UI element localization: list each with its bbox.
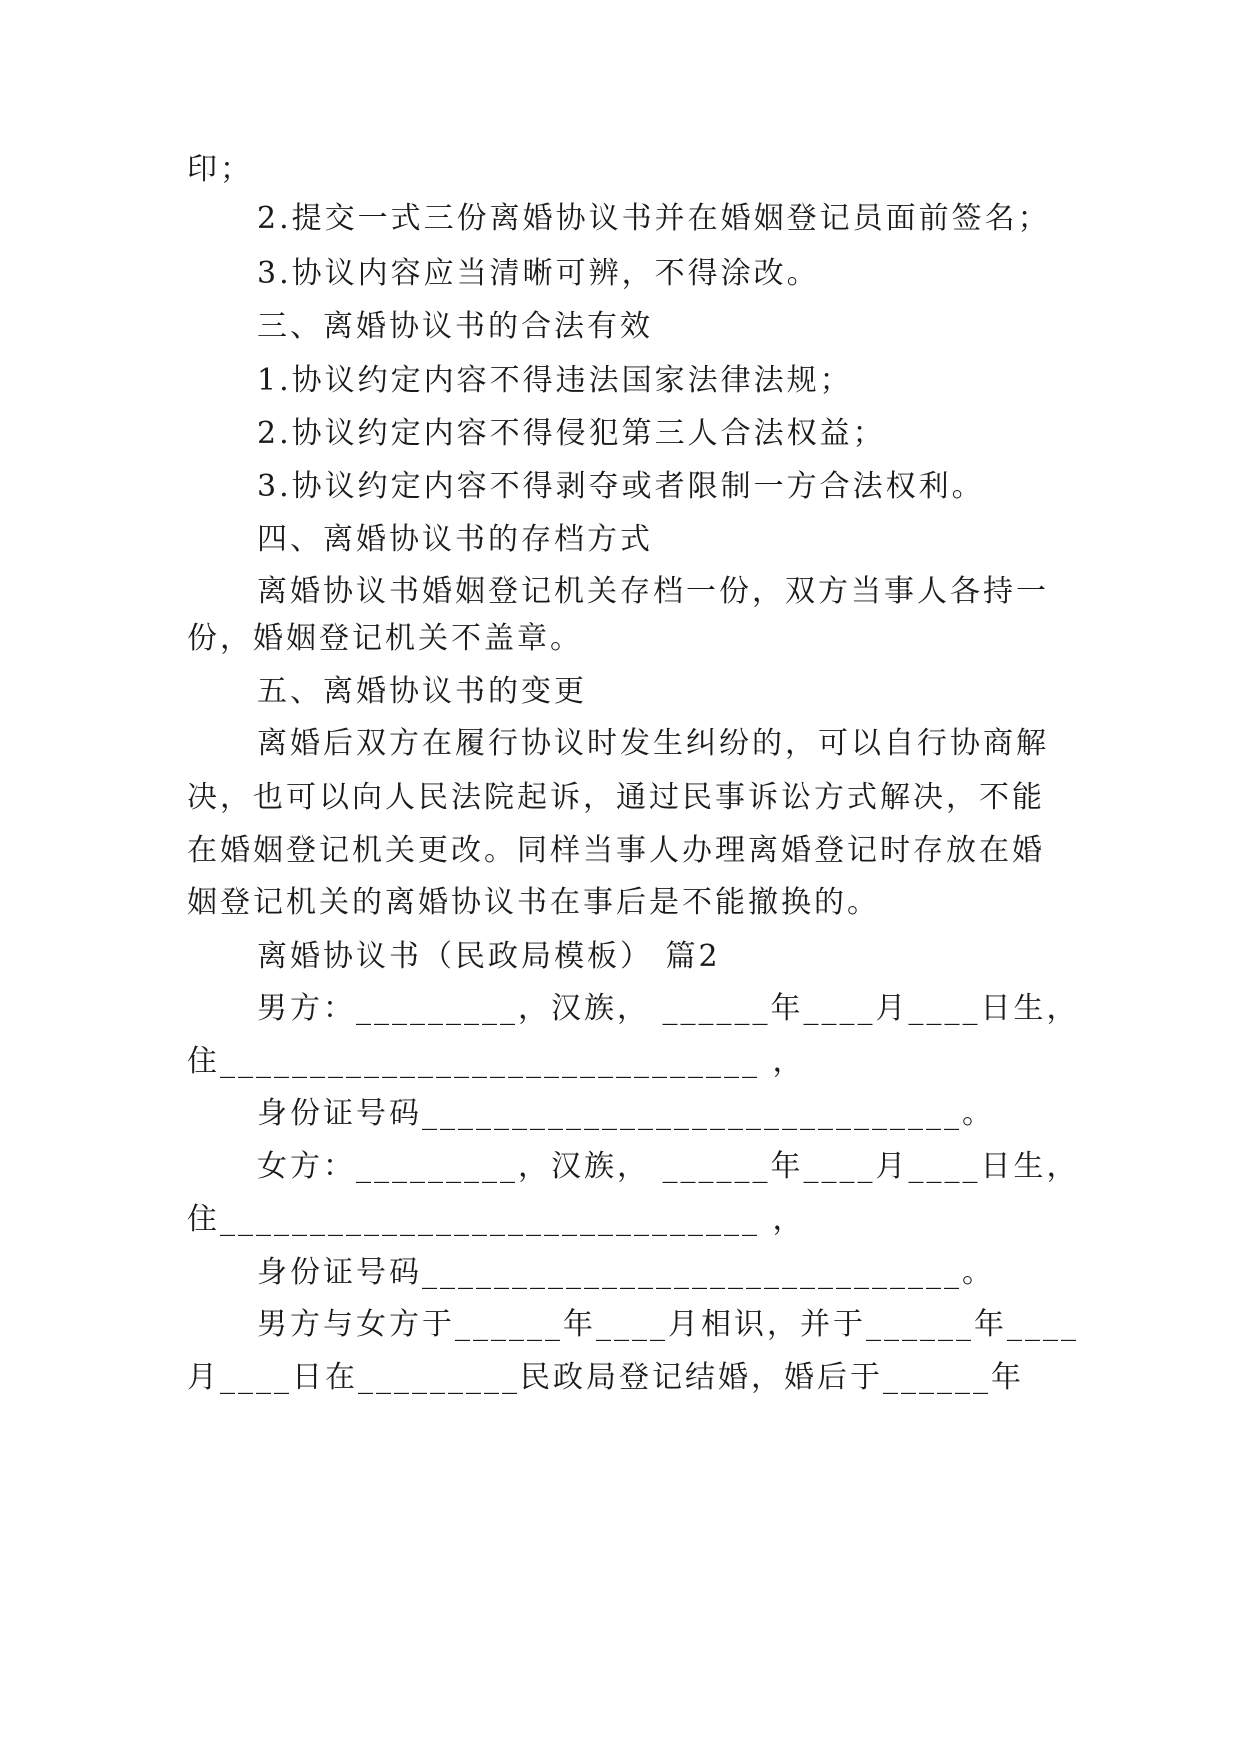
- form-line: 住______________________________ ，: [187, 1044, 806, 1079]
- section-heading: 三、离婚协议书的合法有效: [257, 309, 653, 344]
- section-heading: 离婚协议书（民政局模板） 篇2: [257, 939, 721, 974]
- form-line: 住______________________________ ，: [187, 1202, 806, 1237]
- text-line: 决，也可以向人民法院起诉，通过民事诉讼方式解决，不能: [187, 780, 1045, 815]
- form-line: 身份证号码______________________________。: [257, 1096, 995, 1131]
- text-line: 3.协议内容应当清晰可辨，不得涂改。: [257, 256, 820, 291]
- text-line: 2.提交一式三份离婚协议书并在婚姻登记员面前签名；: [257, 201, 1051, 236]
- form-line: 男方与女方于______年____月相识，并于______年____: [257, 1307, 1079, 1342]
- text-line: 2.协议约定内容不得侵犯第三人合法权益；: [257, 416, 886, 451]
- text-line: 姻登记机关的离婚协议书在事后是不能撤换的。: [187, 885, 880, 920]
- form-line: 男方：_________，汉族， ______年____月____日生，: [257, 991, 1080, 1026]
- section-heading: 五、离婚协议书的变更: [257, 674, 587, 709]
- section-heading: 四、离婚协议书的存档方式: [257, 522, 653, 557]
- form-line: 女方：_________，汉族， ______年____月____日生，: [257, 1149, 1080, 1184]
- text-line: 1.协议约定内容不得违法国家法律法规；: [257, 363, 853, 398]
- text-line: 份，婚姻登记机关不盖章。: [187, 621, 583, 656]
- text-line: 离婚后双方在履行协议时发生纠纷的，可以自行协商解: [257, 726, 1049, 761]
- text-line: 在婚姻登记机关更改。同样当事人办理离婚登记时存放在婚: [187, 833, 1045, 868]
- text-line: 离婚协议书婚姻登记机关存档一份，双方当事人各持一: [257, 574, 1049, 609]
- form-line: 月____日在_________民政局登记结婚，婚后于______年: [187, 1360, 1024, 1395]
- text-line: 印；: [187, 152, 253, 187]
- text-line: 3.协议约定内容不得剥夺或者限制一方合法权利。: [257, 469, 985, 504]
- form-line: 身份证号码______________________________。: [257, 1255, 995, 1290]
